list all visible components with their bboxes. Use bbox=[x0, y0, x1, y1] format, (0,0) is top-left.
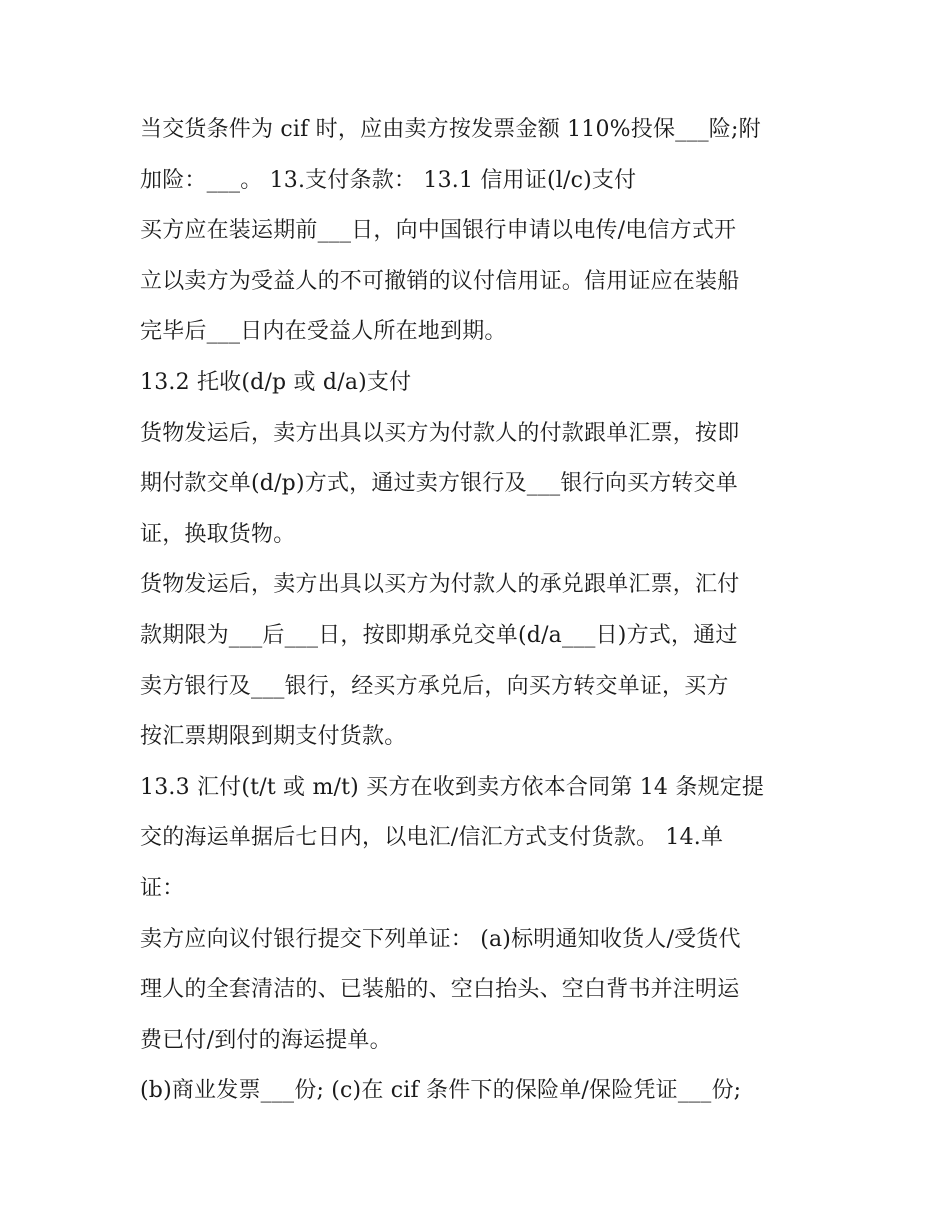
text-line: 货物发运后，卖方出具以买方为付款人的付款跟单汇票，按即 bbox=[140, 420, 740, 446]
text-line: 加险：___。 13.支付条款： 13.1 信用证(l/c)支付 bbox=[140, 167, 637, 193]
section-heading-13-2: 13.2 托收(d/p 或 d/a)支付 bbox=[140, 369, 412, 395]
text-line: 当交货条件为 cif 时，应由卖方按发票金额 110%投保___险;附 bbox=[140, 117, 761, 142]
text-line: 证，换取货物。 bbox=[140, 521, 296, 547]
text-line: 13.3 汇付(t/t 或 m/t) 买方在收到卖方依本合同第 14 条规定提 bbox=[140, 774, 765, 800]
text-line: 立以卖方为受益人的不可撤销的议付信用证。信用证应在装船 bbox=[140, 268, 740, 294]
text-line: 买方应在装运期前___日，向中国银行申请以电传/电信方式开 bbox=[140, 218, 737, 244]
text-line: (b)商业发票___份; (c)在 cif 条件下的保险单/保险凭证___份; bbox=[140, 1078, 742, 1104]
text-line: 交的海运单据后七日内，以电汇/信汇方式支付货款。 14.单 bbox=[140, 825, 724, 851]
text-line: 完毕后___日内在受益人所在地到期。 bbox=[140, 319, 507, 345]
text-line: 证： bbox=[140, 875, 185, 901]
text-line: 卖方应向议付银行提交下列单证： (a)标明通知收货人/受货代 bbox=[140, 926, 741, 952]
document-body bbox=[140, 105, 820, 1117]
text-line: 款期限为___后___日，按即期承兑交单(d/a___日)方式，通过 bbox=[140, 622, 738, 648]
text-line: 货物发运后，卖方出具以买方为付款人的承兑跟单汇票，汇付 bbox=[140, 572, 740, 598]
text-line: 按汇票期限到期支付货款。 bbox=[140, 724, 407, 750]
text-line: 理人的全套清洁的、已装船的、空白抬头、空白背书并注明运 bbox=[140, 977, 740, 1003]
text-line: 卖方银行及___银行，经买方承兑后，向买方转交单证，买方 bbox=[140, 673, 729, 699]
text-line: 期付款交单(d/p)方式，通过卖方银行及___银行向买方转交单 bbox=[140, 471, 738, 497]
text-line: 费已付/到付的海运提单。 bbox=[140, 1027, 392, 1053]
